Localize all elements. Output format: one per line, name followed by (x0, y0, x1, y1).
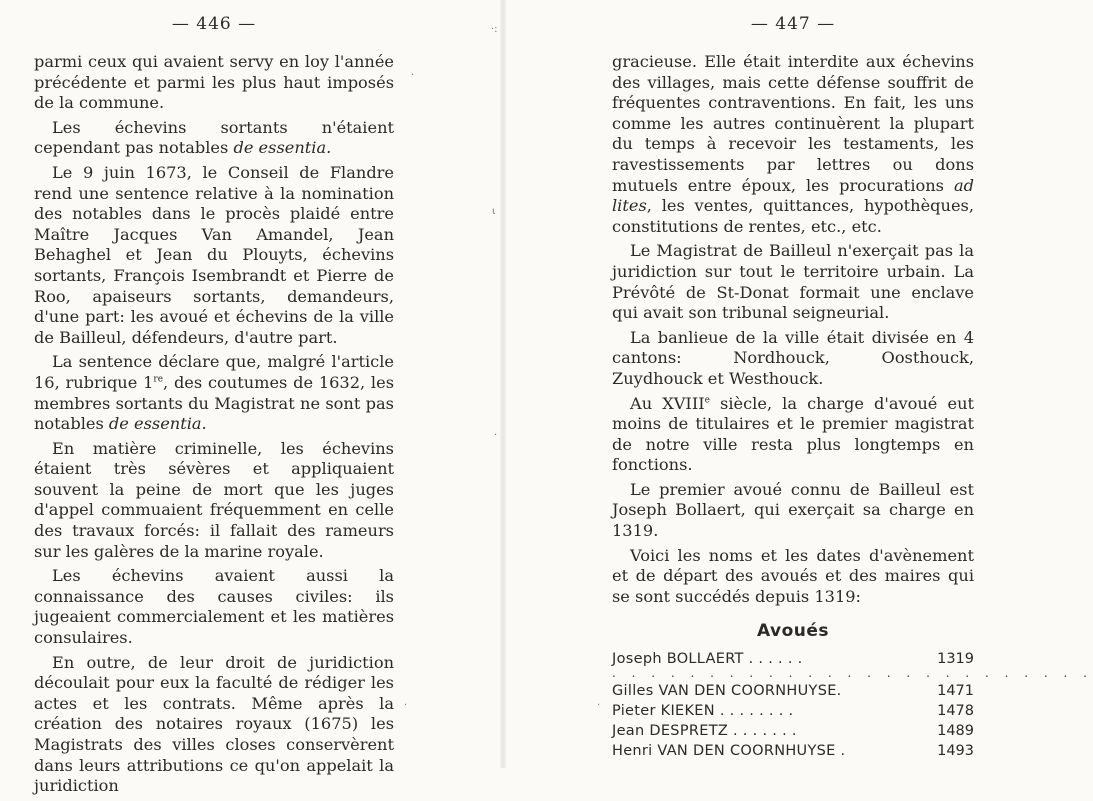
superscript: e (704, 395, 710, 406)
left-page (34, 14, 394, 801)
paragraph-text: La sentence déclare que, malgré l'article 16, rubrique 1 (34, 352, 394, 392)
avoue-name: Pieter KIEKEN . . . . . . . . (612, 703, 794, 720)
paragraph-text: Le premier avoué connu de Bailleul est Joseph Bollaert, qui exerçait sa charge en 1319. (612, 479, 974, 541)
paragraph-text: La banlieue de la ville était divisée en 4 cantons: Nordhouck, Oosthouck, Zuydhouck et Westhouck. (612, 327, 974, 388)
paragraph (34, 566, 394, 648)
paragraph-text: gracieuse. Elle était interdite aux échevins des villages, mais cette défense souffrit de fréquentes contraventions. En fait, les uns comme les autres continuèrent la plupart du temps à recevoir les testaments, les ravestissements par lettres ou dons mutuels entre époux, les procurations (612, 52, 974, 195)
paragraph (612, 394, 974, 476)
list-item (612, 681, 974, 701)
paragraph (612, 52, 974, 237)
page-number-left: — 446 — (171, 14, 257, 34)
paragraph-text: parmi ceux qui avaient servy en loy l'année précédente et parmi les plus haut imposés de la commune. (34, 52, 394, 113)
avoue-year: 1493 (937, 743, 974, 760)
gutter-mark-top: ·: (491, 24, 498, 35)
margin-mark: · (411, 70, 415, 81)
paragraph (612, 546, 974, 608)
gutter-mark-mid: ι (492, 206, 496, 217)
paragraph (34, 352, 394, 434)
paragraph (34, 439, 394, 563)
list-item (612, 701, 974, 721)
paragraph-text: Le Magistrat de Bailleul n'exerçait pas la juridiction sur tout le territoire urbain. La Prévôté de St-Donat formait une enclave qui avait son tribunal seigneurial. (612, 241, 974, 323)
avoue-name: Jean DESPRETZ . . . . . . . (612, 723, 797, 740)
paragraph-text: En matière criminelle, les échevins étaient très sévères et appliquaient souvent la peine de mort que les juges d'appel commuaient fréquemment en celle des travaux forcés: il fallait des rameurs sur les galères de la marine royale. (34, 438, 394, 561)
margin-mark: · (597, 700, 601, 711)
avoue-year: 1489 (937, 723, 974, 740)
avoue-name: Henri VAN DEN COORNHUYSE . (612, 743, 846, 760)
paragraph (34, 653, 394, 797)
italic-phrase: de essentia. (108, 414, 207, 434)
paragraph (34, 163, 394, 348)
avoue-name: Joseph BOLLAERT . . . . . . (612, 651, 803, 668)
dot-separator: . . . . . . . . . . . . . . . . . . . . . . . . . (612, 666, 1093, 681)
italic-phrase: ad lites (612, 175, 974, 216)
page-number-right: — 447 — (750, 14, 836, 34)
paragraph-text: Au XVIII (630, 393, 705, 413)
section-title-avoues: Avoués (756, 621, 830, 642)
paragraph-text: siècle, la charge d'avoué eut moins de titulaires et le premier magistrat de notre ville resta plus longtemps en fonctions. (612, 393, 974, 475)
paragraph-text: , les ventes, quittances, hypothèques, constitutions de rentes, etc., etc. (612, 196, 974, 236)
avoues-list (612, 649, 1093, 761)
avoue-name: Gilles VAN DEN COORNHUYSE. (612, 683, 842, 700)
paragraph (612, 480, 974, 542)
avoue-year: 1478 (937, 703, 974, 720)
paragraph (34, 52, 394, 114)
list-item (612, 721, 974, 741)
paragraph-text: Les échevins sortants n'étaient cependant pas notables (34, 117, 394, 158)
paragraph (34, 118, 394, 159)
paragraph-text: Les échevins avaient aussi la connaissance des causes civiles: ils jugeaient commercialement et les matières consulaires. (34, 566, 394, 648)
book-gutter (500, 0, 506, 768)
margin-mark: · (404, 700, 408, 711)
paragraph-text: Le 9 juin 1673, le Conseil de Flandre rend une sentence relative à la nomination des notables dans le procès plaidé entre Maître Jacques Van Amandel, Jean Behaghel et Jean du Plouyts, échevins sortants, François Isembrandt et Pierre de Roo, apaiseurs sortants, demandeurs, d'une part: les avoué et échevins de la ville de Bailleul, défendeurs, d'autre part. (34, 162, 394, 347)
italic-phrase: de essentia. (233, 138, 332, 158)
avoue-year: 1471 (937, 683, 974, 700)
paragraph-text: En outre, de leur droit de juridiction découlait pour eux la faculté de rédiger les actes et les contrats. Même après la création des notaires royaux (1675) les Magistrats des villes closes conservèrent dans leurs attributions ce qu'on appelait la juridiction (34, 652, 394, 796)
paragraph-text: Voici les noms et les dates d'avènement et de départ des avoués et des maires qui se sont succédés depuis 1319: (612, 545, 974, 606)
gutter-mark-low: · (494, 430, 498, 441)
list-item (612, 741, 974, 761)
avoue-year: 1319 (937, 651, 974, 668)
right-page (612, 14, 1093, 761)
superscript: re (153, 374, 164, 385)
paragraph (612, 241, 974, 323)
paragraph-text: , des coutumes de 1632, les membres sortants du Magistrat ne sont pas notables (34, 372, 394, 434)
paragraph (612, 328, 974, 390)
